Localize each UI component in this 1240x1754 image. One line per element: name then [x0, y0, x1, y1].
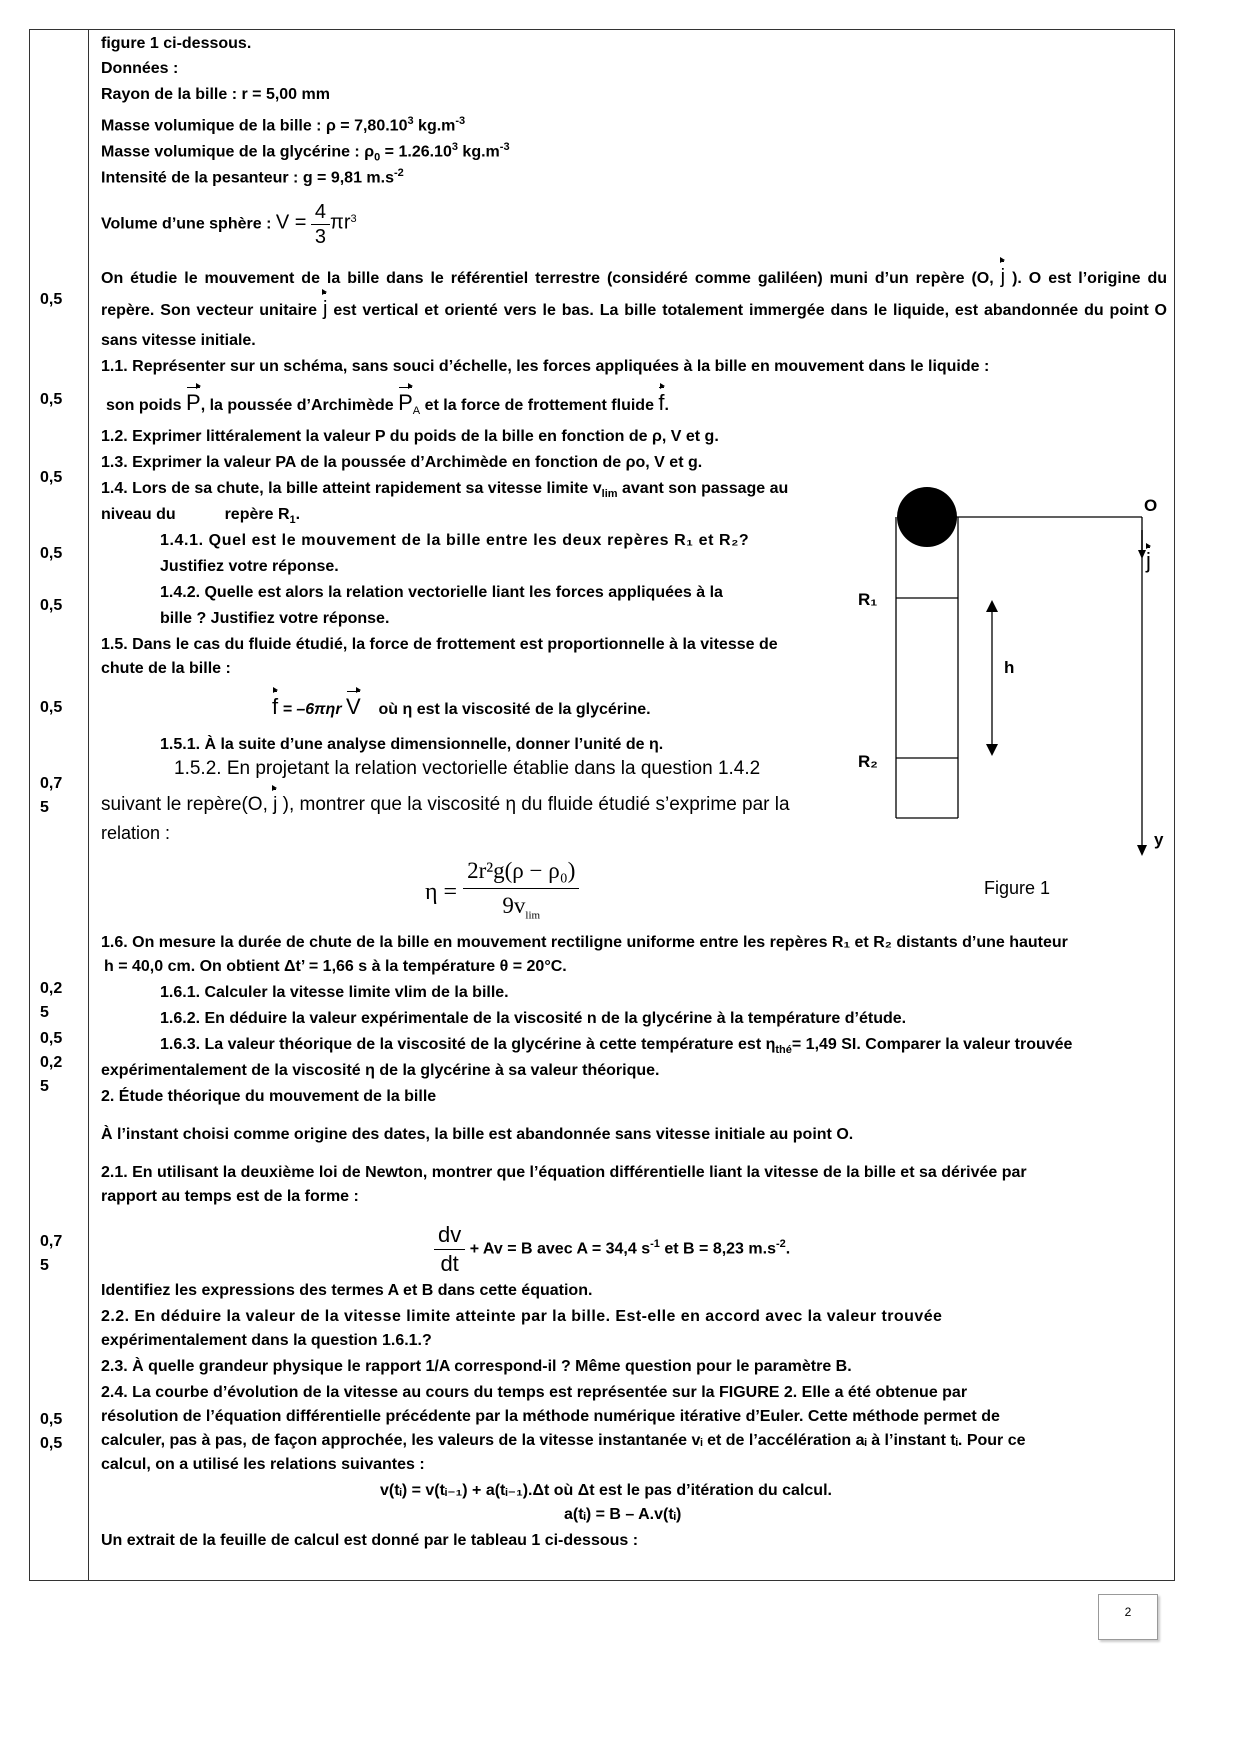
unit-vector-j-arrow [1138, 550, 1146, 559]
question-1-4-2: 1.4.2. Quelle est alors la relation vectorielle liant les forces appliquées à la [160, 584, 723, 601]
question-2-4-line3: calculer, pas à pas, de façon approchée, les valeurs de la vitesse instantanée vᵢ et de l’accélération aᵢ à l’instant tᵢ. Pour ce [101, 1432, 1026, 1449]
question-1-4-1-cont: Justifiez votre réponse. [160, 558, 339, 575]
score: 0,5 [40, 291, 63, 308]
label-j: j [1146, 548, 1151, 573]
score: 0,5 [40, 1411, 63, 1428]
score: 0,5 [40, 469, 63, 486]
data-gravity: Intensité de la pesanteur : g = 9,81 $m.s^{-2}$ [101, 167, 404, 187]
question-2-4: 2.4. La courbe d’évolution de la vitesse au cours du temps est représentée sur la FIGURE 2. Elle a été obtenue par [101, 1384, 968, 1401]
label-y: y [1154, 830, 1164, 849]
score: 0,5 [40, 1030, 63, 1047]
friction-formula: f = –6πηr V où η est la viscosité de la glycérine. [272, 692, 651, 725]
question-1-5: 1.5. Dans le cas du fluide étudié, la force de frottement est proportionnelle à la vitesse de [101, 636, 778, 653]
y-axis-arrow [1137, 845, 1147, 856]
score: 0,7 5 [40, 775, 63, 816]
label-h: h [1004, 658, 1015, 677]
score: 0,5 [40, 391, 63, 408]
question-1-6-1: 1.6.1. Calculer la vitesse limite vlim de la bille. [160, 984, 509, 1001]
question-2-3: 2.3. À quelle grandeur physique le rapport 1/A correspond-il ? Même question pour le paramètre B. [101, 1358, 852, 1375]
figure-1 [860, 480, 1190, 880]
question-1-4-1: 1.4.1. Quel est le mouvement de la bille entre les deux repères R₁ et R₂? [160, 532, 750, 549]
data-density-glycerin: Masse volumique de la glycérine : $\rho_0 = 1.26.10^3$ $kg.m^{-3}$ [101, 141, 510, 164]
score-column-divider [88, 29, 89, 1581]
score: 0,5 [40, 699, 63, 716]
question-1-4: 1.4. Lors de sa chute, la bille atteint rapidement sa vitesse limite $v_{lim}$ avant son passage au [101, 480, 789, 501]
data-heading: Données : [101, 60, 179, 77]
figure-caption: Figure 1 [984, 878, 1051, 898]
question-1-4-2-cont: bille ? Justifiez votre réponse. [160, 610, 390, 627]
data-density-ball: Masse volumique de la bille : $\rho = 7,80.10^3$ $kg.m^{-3}$ [101, 115, 466, 135]
question-1-6-3-cont: expérimentalement de la viscosité η de la glycérine à sa valeur théorique. [101, 1062, 660, 1079]
question-1-5-cont: chute de la bille : [101, 660, 231, 677]
score: 0,5 [40, 545, 63, 562]
differential-equation: $\frac{dv}{dt}$ + Av = B avec A = 34,4 $s^{-1}$ et B = 8,23 $m.s^{-2}$. [434, 1212, 790, 1281]
question-1-1-forces: son poids P, la poussée d’Archimède $P_A$ et la force de frottement fluide f. [106, 390, 669, 418]
question-1-6: 1.6. On mesure la durée de chute de la bille en mouvement rectiligne uniforme entre les repères R₁ et R₂ distants d’une hauteur [101, 934, 1068, 951]
question-2-4-line4: calcul, on a utilisé les relations suivantes : [101, 1456, 425, 1473]
euler-equation-a: a(tᵢ) = B – A.v(tᵢ) [564, 1506, 682, 1523]
label-O: O [1144, 496, 1158, 515]
data-radius: Rayon de la bille : r = 5,00 mm [101, 86, 330, 103]
question-1-4-cont: niveau du repère $R_1$. [101, 506, 301, 527]
score: 0,2 5 [40, 1054, 63, 1095]
score: 0,5 [40, 597, 63, 614]
question-2-2-cont: expérimentalement dans la question 1.6.1.? [101, 1332, 432, 1349]
viscosity-formula: η = $\frac{\text{2r²g(ρ − ρ₀)}}{9v_{lim}}$ [425, 852, 579, 933]
question-1-2: 1.2. Exprimer littéralement la valeur P du poids de la bille en fonction de ρ, V et g. [101, 428, 719, 445]
question-1-5-2: 1.5.2. En projetant la relation vectorielle établie dans la question 1.4.2 [174, 758, 761, 779]
question-1-6-cont: h = 40,0 cm. On obtient Δt’ = 1,66 s à la température θ = 20°C. [104, 958, 567, 975]
label-R1: R₁ [858, 590, 878, 609]
table-intro: Un extrait de la feuille de calcul est donné par le tableau 1 ci-dessous : [101, 1532, 639, 1549]
height-arrow-top [986, 600, 998, 612]
section-2-intro: À l’instant choisi comme origine des dates, la bille est abandonnée sans vitesse initiale au point O. [101, 1126, 854, 1143]
question-1-5-2-cont: suivant le repère(O, j ), montrer que la viscosité η du fluide étudié s’exprime par la [101, 790, 790, 820]
question-1-3: 1.3. Exprimer la valeur PA de la poussée d’Archimède en fonction de ρo, V et g. [101, 454, 703, 471]
page-number: 2 [1098, 1594, 1158, 1640]
section-2-title: 2. Étude théorique du mouvement de la bille [101, 1088, 437, 1105]
euler-equation-v: v(tᵢ) = v(tᵢ₋₁) + a(tᵢ₋₁).Δt où Δt est le pas d’itération du calcul. [380, 1482, 832, 1499]
score: 0,5 [40, 1435, 63, 1452]
question-2-4-line2: résolution de l’équation différentielle précédente par la méthode numérique itérative d’Euler. Cette méthode permet de [101, 1408, 1000, 1425]
score: 0,7 5 [40, 1233, 63, 1274]
height-arrow-bottom [986, 744, 998, 756]
intro-paragraph: On étudie le mouvement de la bille dans le référentiel terrestre (considéré comme galiléen) muni d’un repère (O, j ). O est l’origine du repère. Son vecteur unitaire j est vertical et orienté vers le bas. La bille totalement immergée dans le liquide, est abandonnée du point O sans vitesse initiale. [101, 262, 1167, 356]
question-2-1-identify: Identifiez les expressions des termes A et B dans cette équation. [101, 1282, 593, 1299]
question-1-1: 1.1. Représenter sur un schéma, sans souci d’échelle, les forces appliquées à la bille en mouvement dans le liquide : [101, 358, 990, 375]
score: 0,2 5 [40, 980, 63, 1021]
question-2-1: 2.1. En utilisant la deuxième loi de Newton, montrer que l’équation différentielle liant la vitesse de la bille et sa dérivée par [101, 1164, 1027, 1181]
question-2-1-cont: rapport au temps est de la forme : [101, 1188, 359, 1205]
question-1-6-3: 1.6.3. La valeur théorique de la viscosité de la glycérine à cette température est $\eta_{thé}= 1,49$ SI. Comparer la valeur trouvée [160, 1036, 1073, 1057]
label-R2: R₂ [858, 752, 878, 771]
data-sphere-volume: Volume d’une sphère : V = $\frac{4}{3}$ $\pi r^3$ [101, 200, 357, 248]
question-1-5-2-relation: relation : [101, 823, 171, 843]
question-1-5-1: 1.5.1. À la suite d’une analyse dimensionnelle, donner l’unité de η. [160, 736, 664, 753]
intro-line: figure 1 ci-dessous. [101, 35, 252, 52]
question-1-6-2: 1.6.2. En déduire la valeur expérimentale de la viscosité n de la glycérine à la température d’étude. [160, 1010, 907, 1027]
question-2-2: 2.2. En déduire la valeur de la vitesse limite atteinte par la bille. Est-elle en accord avec la valeur trouvée [101, 1308, 943, 1325]
